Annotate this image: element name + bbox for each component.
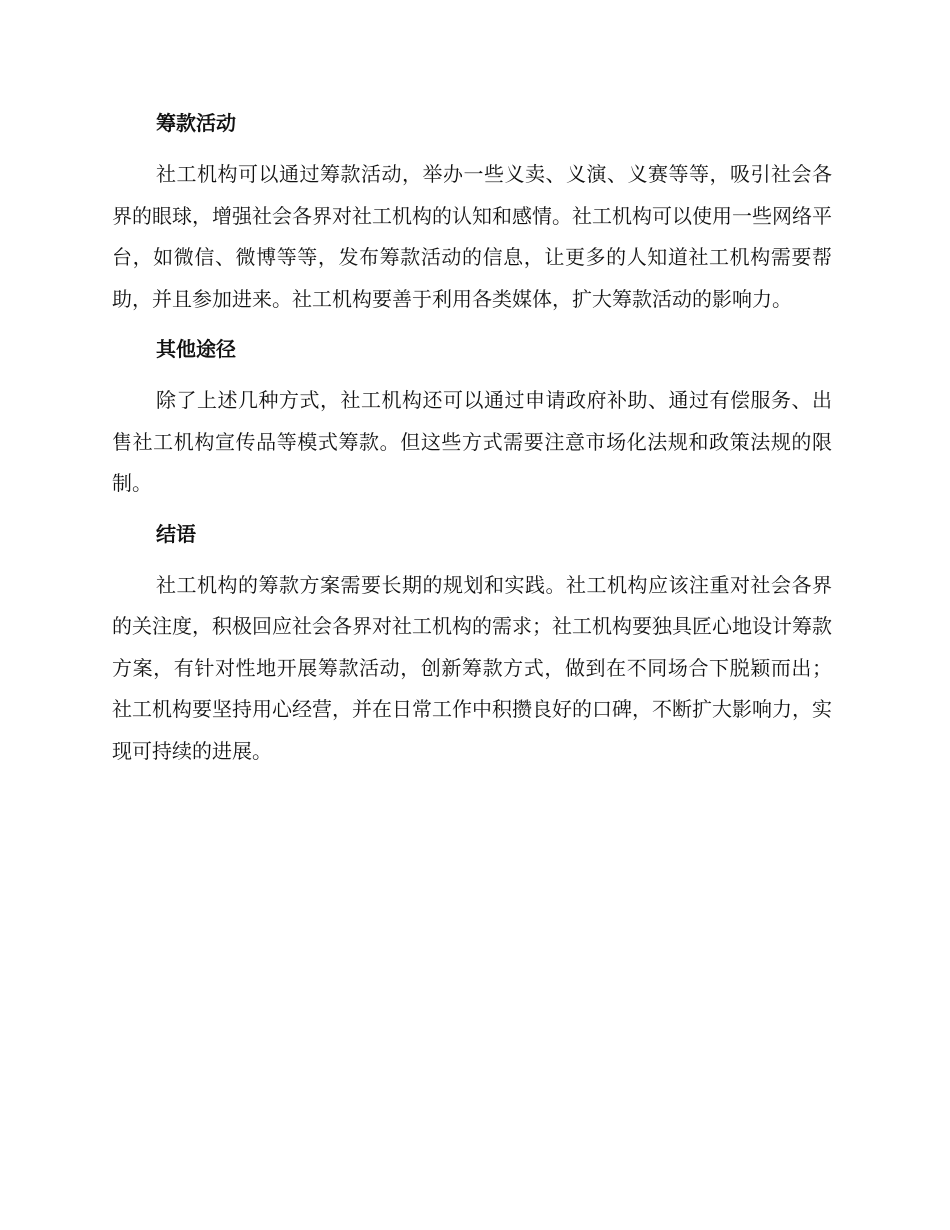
- section-conclusion: [112, 519, 832, 773]
- section-other-approaches: [112, 334, 832, 505]
- section-paragraph: 社工机构可以通过筹款活动，举办一些义卖、义演、义赛等等，吸引社会各界的眼球，增强社会各界对社工机构的认知和感情。社工机构可以使用一些网络平台，如微信、微博等等，发布筹款活动的信息，让更多的人知道社工机构需要帮助，并且参加进来。社工机构要善于利用各类媒体，扩大筹款活动的影响力。: [112, 162, 832, 311]
- section-heading: 筹款活动: [156, 111, 236, 135]
- document-page: [112, 108, 832, 786]
- section-paragraph: 社工机构的筹款方案需要长期的规划和实践。社工机构应该注重对社会各界的关注度，积极回应社会各界对社工机构的需求；社工机构要独具匠心地设计筹款方案，有针对性地开展筹款活动，创新筹款方式，做到在不同场合下脱颖而出； 社工机构要坚持用心经营，并在日常工作中积攒良好的口碑，不断扩大影响力，实现可持续的进展。: [112, 572, 832, 763]
- section-heading: 其他途径: [156, 337, 236, 361]
- section-heading: 结语: [156, 521, 196, 546]
- section-paragraph: 除了上述几种方式，社工机构还可以通过申请政府补助、通过有偿服务、出售社工机构宣传品等模式筹款。但这些方式需要注意市场化法规和政策法规的限制。: [112, 388, 832, 495]
- section-fundraising-activities: [112, 108, 832, 320]
